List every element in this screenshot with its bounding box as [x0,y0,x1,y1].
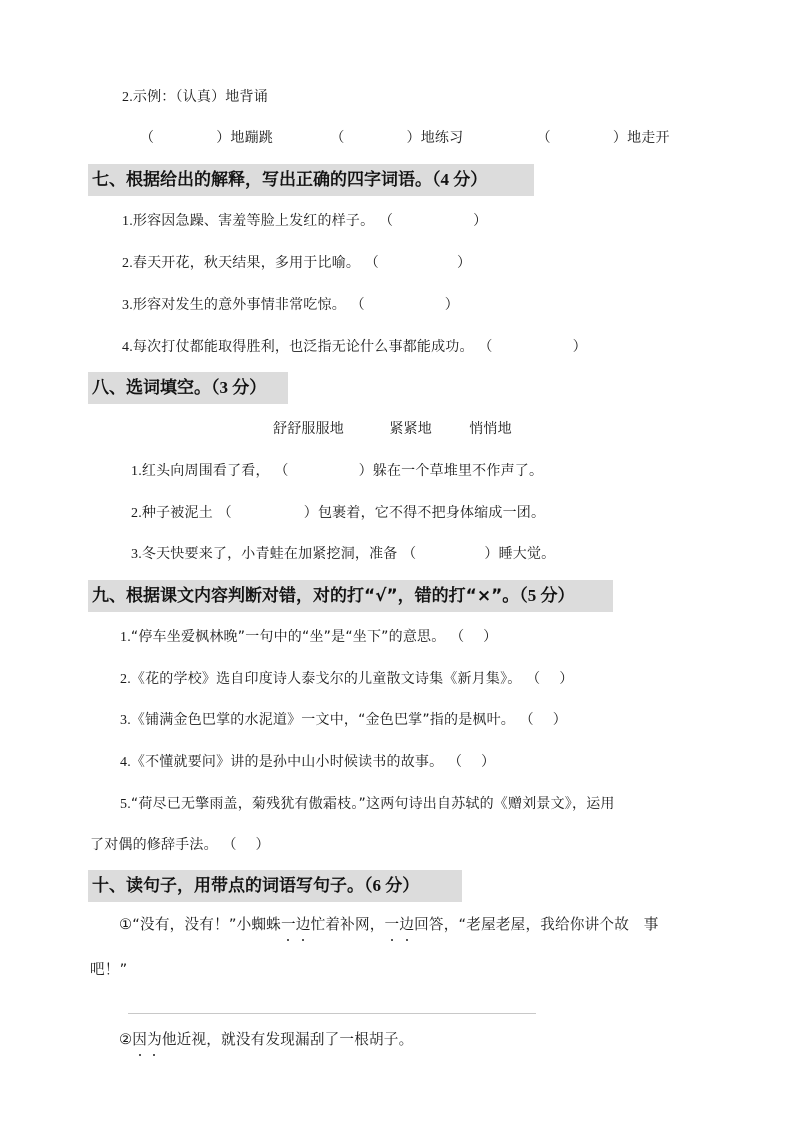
true-false-box[interactable]: （ ） [526,671,574,687]
item-text: 形容因急躁、害羞等脸上发红的样子。 [132,213,375,229]
section-8-item-1 [131,461,543,482]
answer-blank[interactable] [274,463,372,479]
item-number: 2. [131,506,142,521]
item-text: 《不懂就要问》讲的是孙中山小时候读书的故事。 [130,754,444,770]
dotted-word-char: 因 [132,1031,148,1048]
section-9-item-3 [120,710,567,731]
close-paren: ） [473,213,488,229]
blank-suffix: 地蹦跳 [230,130,274,146]
answer-blank[interactable] [365,255,471,271]
section-title: 十、读句子，用带点的词语写句子。 [92,876,364,896]
item-text-after: 躲在一个草堆里不作声了。 [372,463,544,479]
section-score: （6 分） [364,876,420,895]
item-number: 4. [122,340,133,355]
section-title: 七、根据给出的解释，写出正确的四字词语。 [92,170,432,190]
answer-blank[interactable] [351,297,459,313]
dotted-word-char: 一 [384,916,400,933]
sentence-1 [119,915,659,935]
section-7-item-2 [122,253,471,274]
word-choice-2: 紧紧地 [389,421,432,437]
answer-blank[interactable] [218,505,318,521]
answer-line[interactable] [128,1013,536,1014]
sentence-text: 回答，“老屋老屋，我给你讲个故 事 [414,916,659,933]
item-number: 4. [120,755,131,770]
item-text: 每次打仗都能取得胜利，也泛指无论什么事都能成功。 [132,339,474,355]
close-paren: ） [406,130,421,146]
sentence-marker: ① [119,916,133,933]
item-number: 3. [122,298,133,313]
sentence-text: “没有，没有！”小蜘蛛 [132,916,281,933]
dotted-word-char: 为 [147,1031,162,1048]
answer-blank[interactable] [478,339,586,355]
open-paren: （ [330,130,345,146]
item-number: 2. [122,90,133,105]
item-text-after: 睡大觉。 [498,546,556,562]
dotted-word-char: 边 [295,916,311,933]
open-paren: （ [478,339,493,355]
section-9-heading [88,580,613,612]
section-score: （5 分） [519,586,575,605]
item-text-after: 包裹着，它不得不把身体缩成一团。 [317,505,546,521]
open-paren: （ [536,130,551,146]
section-7-heading [88,164,534,196]
item-number: 2. [122,256,133,271]
item-text-before: 种子被泥土 [141,505,213,521]
close-paren: ） [612,130,628,146]
true-false-box[interactable]: （ ） [222,837,270,853]
fill-blank-1[interactable] [140,130,278,146]
blank-row [140,128,670,148]
item-number: 5. [120,797,131,812]
section-10-heading [88,870,462,902]
blank-suffix: 地练习 [420,130,464,146]
sentence-text-continued: 吧！” [90,961,128,978]
sentence-1-continued [90,960,127,980]
fill-blank-3[interactable] [537,130,670,146]
close-paren: ） [444,297,459,313]
item-number: 1. [122,214,133,229]
item-text-before: 冬天快要来了，小青蛙在加紧挖洞，准备 [141,546,398,562]
section-8-item-3 [131,544,555,565]
word-choices [273,419,512,439]
true-false-box[interactable]: （ ） [450,629,498,645]
open-paren: （ [350,297,365,313]
answer-blank[interactable] [402,546,498,562]
open-paren: （ [378,213,394,229]
dotted-word-char: 一 [280,916,296,933]
item-text: 春天开花，秋天结果，多用于比喻。 [132,255,361,271]
section-8-heading [88,372,288,404]
answer-blank[interactable] [379,213,487,229]
open-paren: （ [140,130,155,146]
sentence-2 [119,1030,413,1050]
close-paren: ） [358,463,373,479]
close-paren: ） [303,505,318,521]
item-number: 2. [120,672,131,687]
section-score: （4 分） [432,170,488,189]
section-8-item-2 [131,503,545,524]
section-9-item-5 [120,794,615,815]
blank-suffix: 地走开 [627,130,670,146]
item-number: 1. [131,464,142,479]
sentence-text: 忙着补网， [310,916,385,933]
true-false-box[interactable]: （ ） [447,754,496,770]
close-paren: ） [456,255,472,271]
section-7-item-4 [122,337,587,358]
item-text: 《铺满金色巴掌的水泥道》一文中，“金色巴掌”指的是枫叶。 [130,712,516,728]
section-7-item-3 [122,295,459,316]
open-paren: （ [274,463,289,479]
item-text: 《花的学校》选自印度诗人泰戈尔的儿童散文诗集《新月集》。 [130,671,522,687]
close-paren: ） [216,130,231,146]
example-text: 示例：（认真）地背诵 [132,89,268,105]
item-text: “荷尽已无擎雨盖，菊残犹有傲霜枝。”这两句诗出自苏轼的《赠刘景文》，运用 [130,796,615,812]
close-paren: ） [572,339,587,355]
open-paren: （ [364,255,379,271]
item-number: 1. [120,630,131,645]
section-9-item-5-continued [90,835,270,855]
word-choice-3: 悄悄地 [469,421,512,437]
section-9-item-4 [120,752,495,773]
section-title: 八、选词填空。 [92,378,211,398]
item-text-continued: 了对偶的修辞手法。 [90,837,218,853]
section-7-item-1 [122,211,487,232]
sentence-marker: ② [119,1031,133,1048]
close-paren: ） [484,546,499,562]
open-paren: （ [402,546,417,562]
sentence-text: 他近视，就没有发现漏刮了一根胡子。 [161,1031,414,1048]
section-9-item-2 [120,669,573,690]
dotted-word-char: 边 [399,916,415,933]
example-line [122,87,268,108]
open-paren: （ [217,505,232,521]
section-9-item-1 [120,627,497,648]
item-text: 形容对发生的意外事情非常吃惊。 [132,297,346,313]
item-text: “停车坐爱枫林晚”一句中的“坐”是“坐下”的意思。 [130,629,446,645]
fill-blank-2[interactable] [330,130,468,146]
item-text-before: 红头向周围看了看， [141,463,270,479]
item-number: 3. [131,547,142,562]
true-false-box[interactable]: （ ） [519,712,567,728]
word-choice-1: 舒舒服服地 [273,421,344,437]
section-score: （3 分） [211,378,267,397]
item-number: 3. [120,713,131,728]
section-title: 九、根据课文内容判断对错，对的打“√”，错的打“×”。 [92,586,520,606]
